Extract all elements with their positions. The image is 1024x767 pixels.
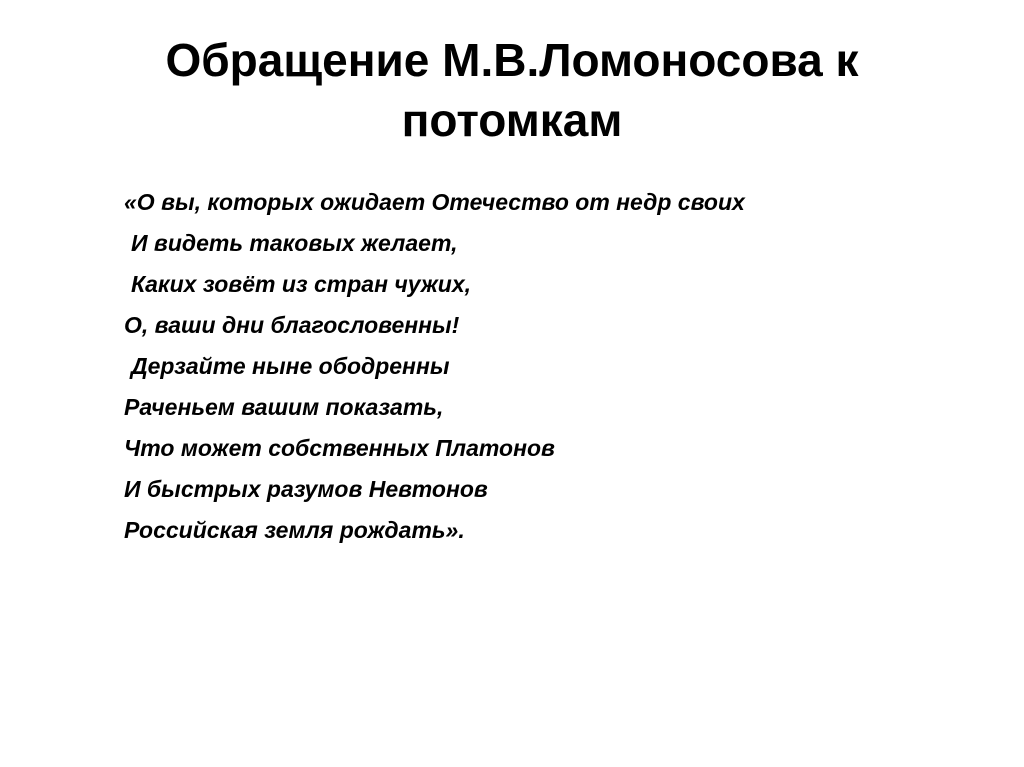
poem-line-3: Каких зовёт из стран чужих, — [131, 271, 472, 297]
poem-line-1: «О вы, которых ожидает Отечество от недр своих — [124, 189, 745, 215]
poem-line-6: Раченьем вашим показать, — [124, 394, 444, 420]
poem-line-7: Что может собственных Платонов — [124, 435, 555, 461]
slide-title — [40, 30, 984, 150]
poem-line-5: Дерзайте ныне ободренны — [131, 353, 450, 379]
poem-text — [124, 182, 944, 551]
poem-line-4: О, ваши дни благословенны! — [124, 312, 460, 338]
slide-title-line-1: Обращение М.В.Ломоносова к — [165, 34, 859, 86]
poem-line-9: Российская земля рождать». — [124, 517, 465, 543]
poem-line-8: И быстрых разумов Невтонов — [124, 476, 488, 502]
poem-line-2: И видеть таковых желает, — [131, 230, 458, 256]
slide-title-line-2: потомкам — [401, 94, 623, 146]
